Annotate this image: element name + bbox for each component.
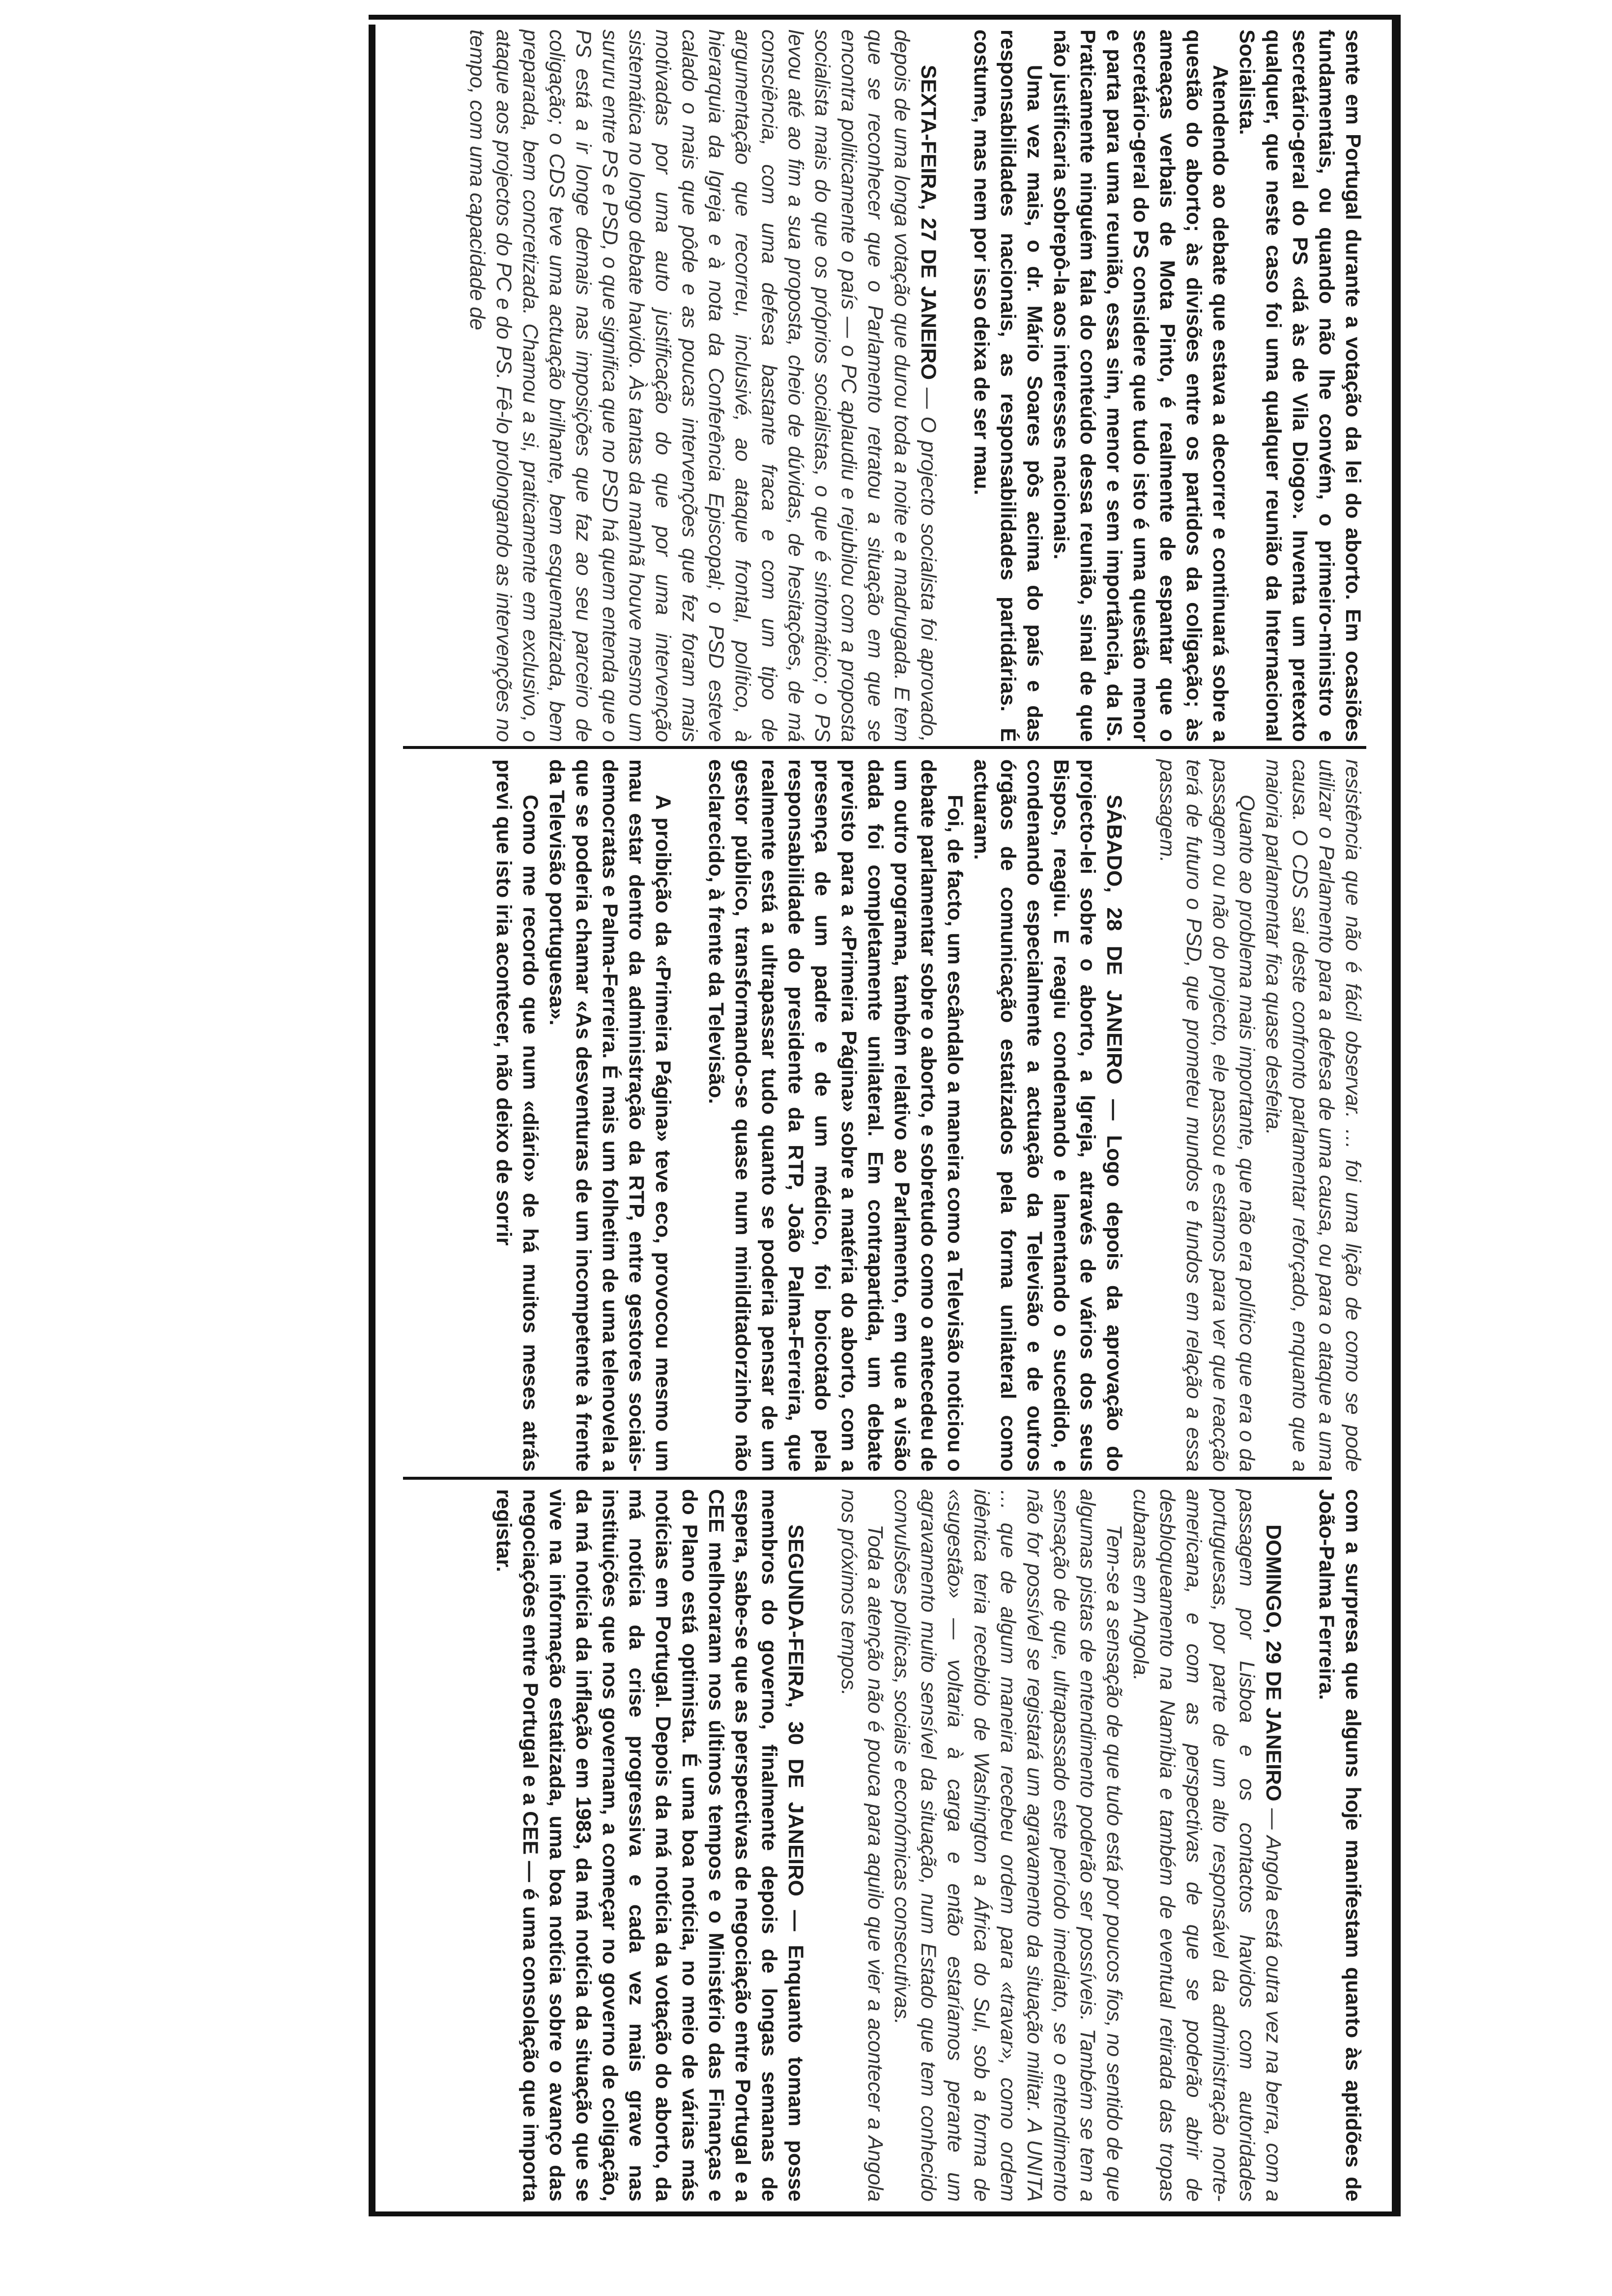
paragraph-angola-sensation: Tem-se a sensação de que tudo está por poucos fios, no sentido de que algumas pistas de entendimento poderão ser possíveis. Também se tem a sensação de que, ultrapassado este período imediato, se o entendimento não for possível se registará um agravamento da situação militar. A UNITA … que de algum maneira recebeu ordem para «travar», como ordem idêntica teria recebido de Washington a África do Sul, sob a forma de «sugestão» — voltaria à carga e então estaríamos perante um agravamento muito sensível da situação, num Estado que tem conhecido convulsões políticas, sociais e económicas consecutivas. [890, 1489, 1126, 2202]
paragraph-party-responsibilities: Uma vez mais, o dr. Mário Soares pôs acima do país e das responsabilidades nacionais, as responsabilidades partidárias. É costume, mas nem por isso deixa de ser mau. [970, 29, 1046, 742]
paragraph-television-scandal: Foi, de facto, um escândalo a maneira como a Televisão noticiou o debate parlamentar sobre o aborto, e sobretudo como o antecedeu de um outro programa, também relativo ao Parlamento, em que a visão dada foi completamente unilateral. Em contrapartida, um debate previsto para a «Primeira Página» sobre a matéria do aborto, com a presença de um padre e de um médico, foi boicotado pela responsabilidade do presidente da RTP, João Palma-Ferreira, que realmente está a ultrapassar tudo quanto se poderia pensar de um gestor público, transformando-se quase num minilditadorzinho não esclarecido, à frente da Televisão. [704, 759, 967, 1472]
scan-edge-left [369, 15, 1401, 20]
paragraph-palma-ferreira: com a surpresa que alguns hoje manifestam quanto às aptidões de João-Palma Ferreira. [1315, 1489, 1365, 2202]
entry-body: — O projecto socialista foi aprovado, depois de uma longa votação que durou toda a noite e a madrugada. E tem que se reconhecer que o Parlamento retratou a situação em que se encontra politicamente o país — o PC aplaudiu e rejubilou com a proposta socialista mais do que os próprios socialistas, o que é sintomático; o PS levou até ao fim a sua proposta, cheio de dúvidas, de hesitações, de má consciência, com uma defesa bastante fraca e com um tipo de argumentação que recorreu, inclusivé, ao ataque frontal, político, à hierarquia da Igreja e à nota da Conferência Episcopal; o PSD esteve calado o mais que pôde e as poucas intervenções que fez foram mais motivadas por uma auto justificação do que por uma intervenção sistemática no longo debate havido. Às tantas da manhã houve mesmo um sururu entre PS e PSD, o que significa que no PSD há quem entenda que o PS está a ir longe demais nas imposições que faz ao seu parceiro de coligação; o CDS teve uma actuação brilhante, bem esquematizada, bem preparada, bem concretizada. Chamou a si, praticamente em exclusivo, o ataque aos projectos do PC e do PS. Fê-lo prolongando as intervenções no tempo, com uma capacidade de [465, 29, 940, 742]
paragraph-angola-attention: Toda a atenção não é pouca para aquilo que vier a acontecer a Angola nos próximos tempos. [837, 1489, 887, 2202]
scan-edge-bottom [369, 25, 375, 2216]
column-divider [403, 746, 1366, 749]
paragraph-diary-recall: Como me recordo que num «diário» de há muitos meses atrás previ que isto iria acontecer, não deixo de sorrir [492, 759, 542, 1472]
entry-body: — Enquanto tomam posse membros do governo, finalmente depois de longas semanas de espera, sabe-se que as perspectivas de negociação entre Portugal e a CEE melhoraram nos últimos tempos e o Ministério das Finanças e do Plano está optimista. É uma boa notícia, no meio de várias más notícias em Portugal. Depois da má notícia da votação do aborto, da má notícia da crise progressiva e cada vez mais grave nas instituições que nos governam, a começar no governo de coligação, da má notícia da inflação em 1983, da má notícia da situação que se vive na informação estatizada, uma boa notícia sobre o avanço das negociações entre Portugal e a CEE — é uma consolação que importa registar. [492, 1489, 807, 2202]
entry-sunday-29 [1127, 1489, 1287, 2202]
entry-body: — Angola está outra vez na berra, com a passagem por Lisboa e os contactos havidos com autoridades portuguesas, por parte de um alto responsável da administração norte-americana, e com as perspectivas de que se poderão abrir de desbloqueamento na Namíbia e também de eventual retirada das tropas cubanas em Angola. [1129, 1489, 1285, 2202]
column-1 [401, 29, 1366, 742]
paragraph-cds-resistance: resistência que não é fácil observar. … foi uma lição de como se pode utilizar o Parlamento para a defesa de uma causa, ou para o ataque a uma causa. O CDS sai deste confronto parlamentar reforçado, enquanto que a maioria parlamentar fica quase desfeita. [1262, 759, 1365, 1472]
entry-heading: SEGUNDA-FEIRA, 30 DE JANEIRO [784, 1524, 807, 1897]
entry-heading: SÁBADO, 28 DE JANEIRO [1102, 795, 1126, 1085]
column-3 [401, 1489, 1366, 2202]
newspaper-strip [369, 15, 1401, 2216]
paragraph-primeira-pagina: A proibição da «Primeira Página» teve eco, provocou mesmo um mau estar dentro da administração da RTP, entre gestores sociais-democratas e Palma-Ferreira. É mais um folhetim de uma telenovela a que se poderia chamar «As desventuras de um incompetente à frente da Televisão portuguesa». [545, 759, 675, 1472]
entry-heading: SEXTA-FEIRA, 27 DE JANEIRO [917, 65, 940, 380]
entry-heading: DOMINGO, 29 DE JANEIRO [1262, 1524, 1285, 1802]
entry-friday-27 [464, 29, 942, 742]
paragraph-political-problem: Quanto ao problema mais importante, que não era político que era o da passagem ou não do projecto, ele passou e estamos para ver que reacção terá de futuro o PSD, que prometeu mundos e fundos em relação a essa passagem. [1155, 759, 1259, 1472]
entry-monday-30 [490, 1489, 809, 2202]
entry-body: — Logo depois da aprovação do projecto-lei sobre o aborto, a Igreja, através de vários dos seus Bispos, reagiu. E reagiu condenando e lamentando o sucedido, e condenando especialmente a actuação da Televisão e de outros órgãos de comunicação estatizados pela forma unilateral como actuaram. [970, 759, 1126, 1472]
paragraph-soares-absence: sente em Portugal durante a votação da lei do aborto. Em ocasiões fundamentais, ou quando não lhe convém, o primeiro-ministro e secretário-geral do PS «dá às de Vila Diogo». Inventa um pretexto qualquer, que neste caso foi uma qualquer reunião da Internacional Socialista. [1235, 29, 1365, 742]
scan-edge-top [1392, 15, 1401, 2216]
entry-saturday-28 [968, 759, 1127, 1472]
paragraph-abortion-debate: Atendendo ao debate que estava a decorrer e continuará sobre a questão do aborto; às divisões entre os partidos da coligação; às ameaças verbais de Mota Pinto, é realmente de espantar que o secretário-geral do PS considere que tudo isto é uma questão menor e parta para uma reunião, essa sim, menor e sem importância, da IS. Praticamente ninguém fala do conteúdo dessa reunião, sinal de que não justificaria sobrepô-la aos interesses nacionais. [1049, 29, 1232, 742]
column-divider [403, 1477, 1332, 1480]
column-2 [401, 759, 1366, 1472]
scan-edge-right [369, 2211, 1401, 2216]
